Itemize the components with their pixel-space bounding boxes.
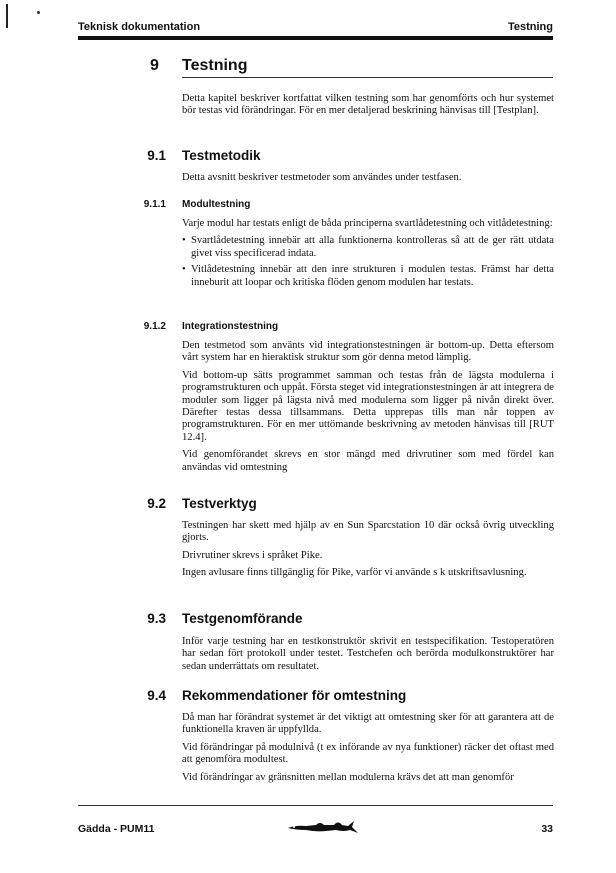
- page-number: 33: [541, 823, 553, 835]
- section-title-9-3: Testgenomförande: [182, 611, 303, 626]
- section-number-9-4: 9.4: [147, 688, 166, 703]
- paragraph: Då man har förändrat systemet är det viktigt att omtestning sker för att garantera att de funktionella kraven är uppfyllda.: [182, 712, 554, 736]
- section-body-9-3: [182, 636, 554, 678]
- footer-rule: [78, 805, 553, 806]
- chapter-title: Testning: [182, 57, 248, 74]
- list-item: [182, 264, 554, 289]
- chapter-number: 9: [150, 57, 159, 74]
- paragraph: Vid förändringar av gränsnitten mellan modulerna krävs det att man genomför: [182, 771, 514, 783]
- header-chapter-name: Testning: [507, 21, 553, 33]
- chapter-intro: [182, 93, 554, 123]
- header-rule: [78, 36, 553, 40]
- paragraph: Vid förändringar på modulnivå (t ex införande av nya funktioner) räcker det oftast med att genomföra modultest.: [182, 741, 554, 766]
- section-body-9-4: [182, 712, 554, 789]
- list-item-text: Svartlådetestning innebär att alla funktionerna kontrolleras så att de ger rätt utdata givet viss specificerad indata.: [191, 235, 554, 259]
- bullet-list: [182, 235, 554, 289]
- section-body-9-1-2: [182, 340, 554, 479]
- pike-fish-icon: [286, 817, 360, 837]
- list-item-text: Vitlådetestning innebär att den inre strukturen i modulen testas. Främst har detta inneburit att loopar och kritiska flöden genom modulen har testats.: [191, 264, 554, 288]
- paragraph: Ingen avlusare finns tillgänglig för Pike, varför vi använde s k utskriftsavlusning.: [182, 567, 527, 579]
- section-body-9-2: [182, 520, 554, 585]
- section-number-9-1-1: 9.1.1: [143, 199, 166, 210]
- section-body-9-1: [182, 172, 554, 189]
- paragraph: Den testmetod som använts vid integrationstestningen är bottom-up. Detta eftersom vårt system har en hieraktisk struktur som gör denna metod lämplig.: [182, 340, 554, 364]
- section-title-9-1: Testmetodik: [182, 148, 261, 163]
- scan-edge-mark: [6, 4, 8, 28]
- section-title-9-4: Rekommendationer för omtestning: [182, 688, 407, 703]
- paragraph: Drivrutiner skrevs i språket Pike.: [182, 549, 323, 561]
- paragraph: Vid bottom-up sätts programmet samman och testas från de lägsta modulerna i programstrukturen och uppåt. Första steget vid integrationstestningen är att integrera de moduler som ligger på lägsta nivå med modulerna som ligger på nivån direkt över. Därefter testas dessa tillsammans. Detta upprepas tills man når toppen av programstrukturen. För en mer uttömande beskrivning av metoden hänvisas till [RUT 12.4].: [182, 369, 554, 443]
- section-number-9-1-2: 9.1.2: [143, 321, 166, 332]
- bullet-icon: •: [182, 235, 186, 247]
- section-9-3-text: Inför varje testning har en testkonstruktör skrivit en testspecifikation. Testoperatören har sedan fört protokoll under testet. Testchefen och berörda modulkonstruktörer har sedan underrättats om resultatet.: [182, 636, 554, 672]
- page-header: [78, 19, 553, 37]
- section-number-9-1: 9.1: [147, 148, 166, 163]
- footer-project-name: Gädda - PUM11: [78, 823, 155, 835]
- section-number-9-2: 9.2: [147, 496, 166, 511]
- section-body-9-1-1: [182, 218, 554, 294]
- bullet-icon: •: [182, 264, 186, 276]
- list-item: [182, 235, 554, 260]
- section-9-1-text: Detta avsnitt beskriver testmetoder som användes under testfasen.: [182, 172, 462, 183]
- paragraph: Testningen har skett med hjälp av en Sun Sparcstation 10 där också övrig utveckling gjorts.: [182, 520, 554, 544]
- chapter-title-rule: [182, 77, 553, 78]
- section-number-9-3: 9.3: [147, 611, 166, 626]
- section-title-9-2: Testverktyg: [182, 496, 257, 511]
- scan-dot: [37, 11, 40, 14]
- section-title-9-1-1: Modultestning: [182, 199, 251, 210]
- header-doc-title: Teknisk dokumentation: [78, 21, 201, 33]
- section-title-9-1-2: Integrationstestning: [182, 321, 279, 332]
- chapter-intro-text: Detta kapitel beskriver kortfattat vilken testning som har genomförts och hur systemet bör testas vid förändringar. För en mer detaljerad beskrining hänvisas till [Testplan].: [182, 93, 554, 117]
- section-9-1-1-text: Varje modul har testats enligt de båda principerna svartlådetestning och vitlådetestning:: [182, 218, 553, 229]
- paragraph: Vid genomförandet skrevs en stor mängd med drivrutiner som med fördel kan användas vid omtestning: [182, 449, 554, 473]
